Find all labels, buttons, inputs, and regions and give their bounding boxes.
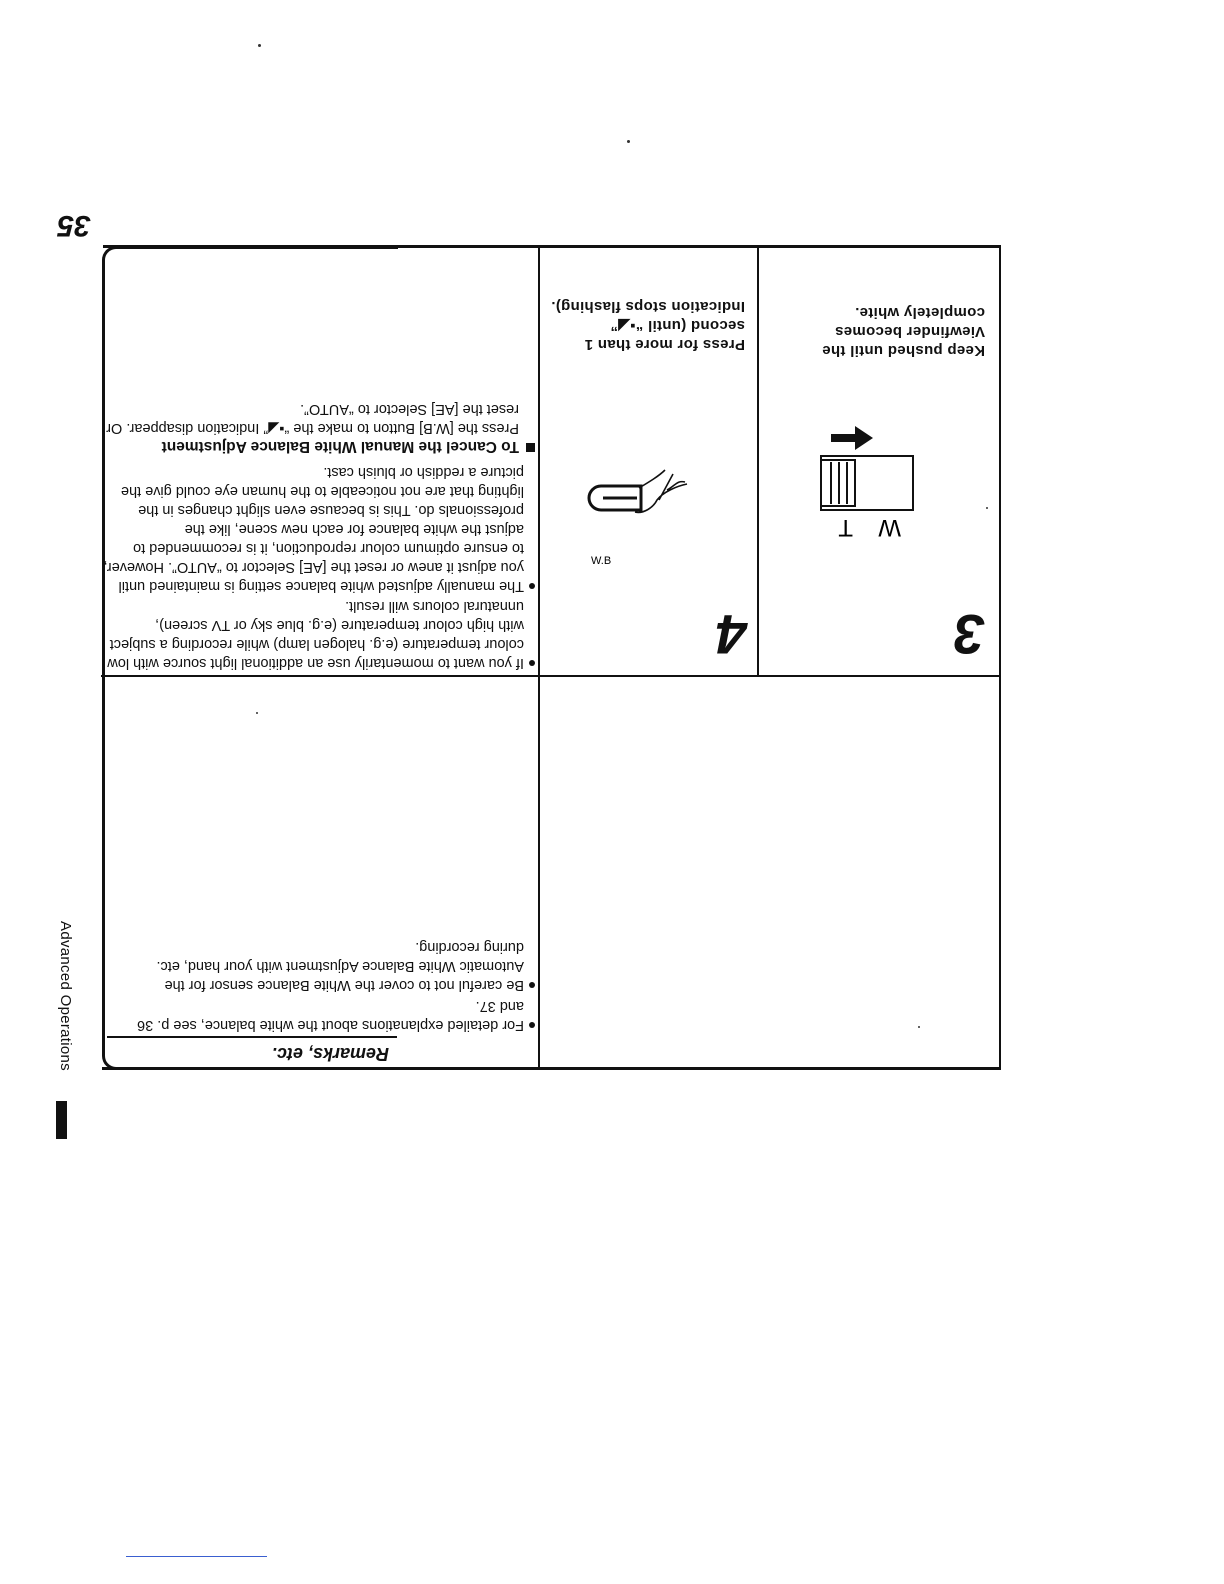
- page-number: 35: [57, 209, 91, 242]
- scan-speck: [627, 140, 630, 143]
- arrow-right-icon: [831, 426, 873, 450]
- scan-speck: [258, 44, 261, 47]
- scan-speck: [986, 507, 988, 509]
- remarks-header: [107, 1036, 397, 1068]
- scan-artifact-line: [126, 1556, 267, 1557]
- remarks-heading: Remarks, etc.: [271, 1044, 389, 1064]
- step-3-cell: [766, 250, 991, 670]
- cancel-heading: To Cancel the Manual White Balance Adjustment: [103, 437, 535, 456]
- remark-item: For detailed explanations about the white balance, see p. 36 and 37.: [123, 996, 535, 1034]
- step-remark-item: If you want to momentarily use an additional light source with low colour temperature (e.g. halogen lamp) while recording a subject with high colour temperature (e.g. blue sky or TV screen), unnatural colours will result.: [103, 596, 535, 672]
- step-4-number: 4: [715, 603, 747, 666]
- step-remarks: [103, 399, 535, 672]
- section-label: Advanced Operations: [57, 921, 74, 1071]
- cancel-instruction: Press the [W.B] Button to make the “▪◢” Indication disappear. Or reset the [AE] Selector to “AUTO”.: [106, 401, 519, 436]
- remark-item: Be careful not to cover the White Balance sensor for the Automatic White Balance Adjustment with your hand, etc. during recording.: [123, 937, 535, 994]
- diagram-label-w: W: [878, 514, 901, 541]
- scan-speck: [918, 1026, 920, 1028]
- step-4-instruction: Press for more than 1 second (until “▪◢” Indication stops flashing).: [551, 298, 745, 353]
- remarks-list: [123, 937, 535, 1034]
- step-3-number: 3: [953, 603, 985, 666]
- step-4-cell: [543, 250, 755, 670]
- diagram-label-t: T: [838, 514, 853, 541]
- remarks-column-divider: [538, 246, 540, 1070]
- wb-button-label: W.B: [591, 555, 612, 567]
- step-3-instruction: Keep pushed until the Viewfinder becomes completely white.: [822, 304, 985, 359]
- table-left-rule: [999, 248, 1001, 1070]
- zoom-lever-icon: [815, 422, 925, 542]
- row-divider: [101, 675, 1001, 677]
- finger-pressing-button-icon: [579, 454, 699, 574]
- upside-down-content: [101, 243, 1001, 1070]
- step-column-divider: [757, 247, 759, 675]
- step-remark-item: The manually adjusted white balance setting is maintained until you adjust it anew or reset the [AE] Selector to “AUTO”. However, to ensure optimum colour reproduction, it is recommended to adjust the white balance for each new scene, like the professionals do. This is because even slight changes in the lighting that are not noticeable to the human eye could give the picture a reddish or bluish cast.: [103, 462, 535, 595]
- scan-speck: [256, 712, 258, 714]
- section-marker-bar: [56, 1101, 67, 1139]
